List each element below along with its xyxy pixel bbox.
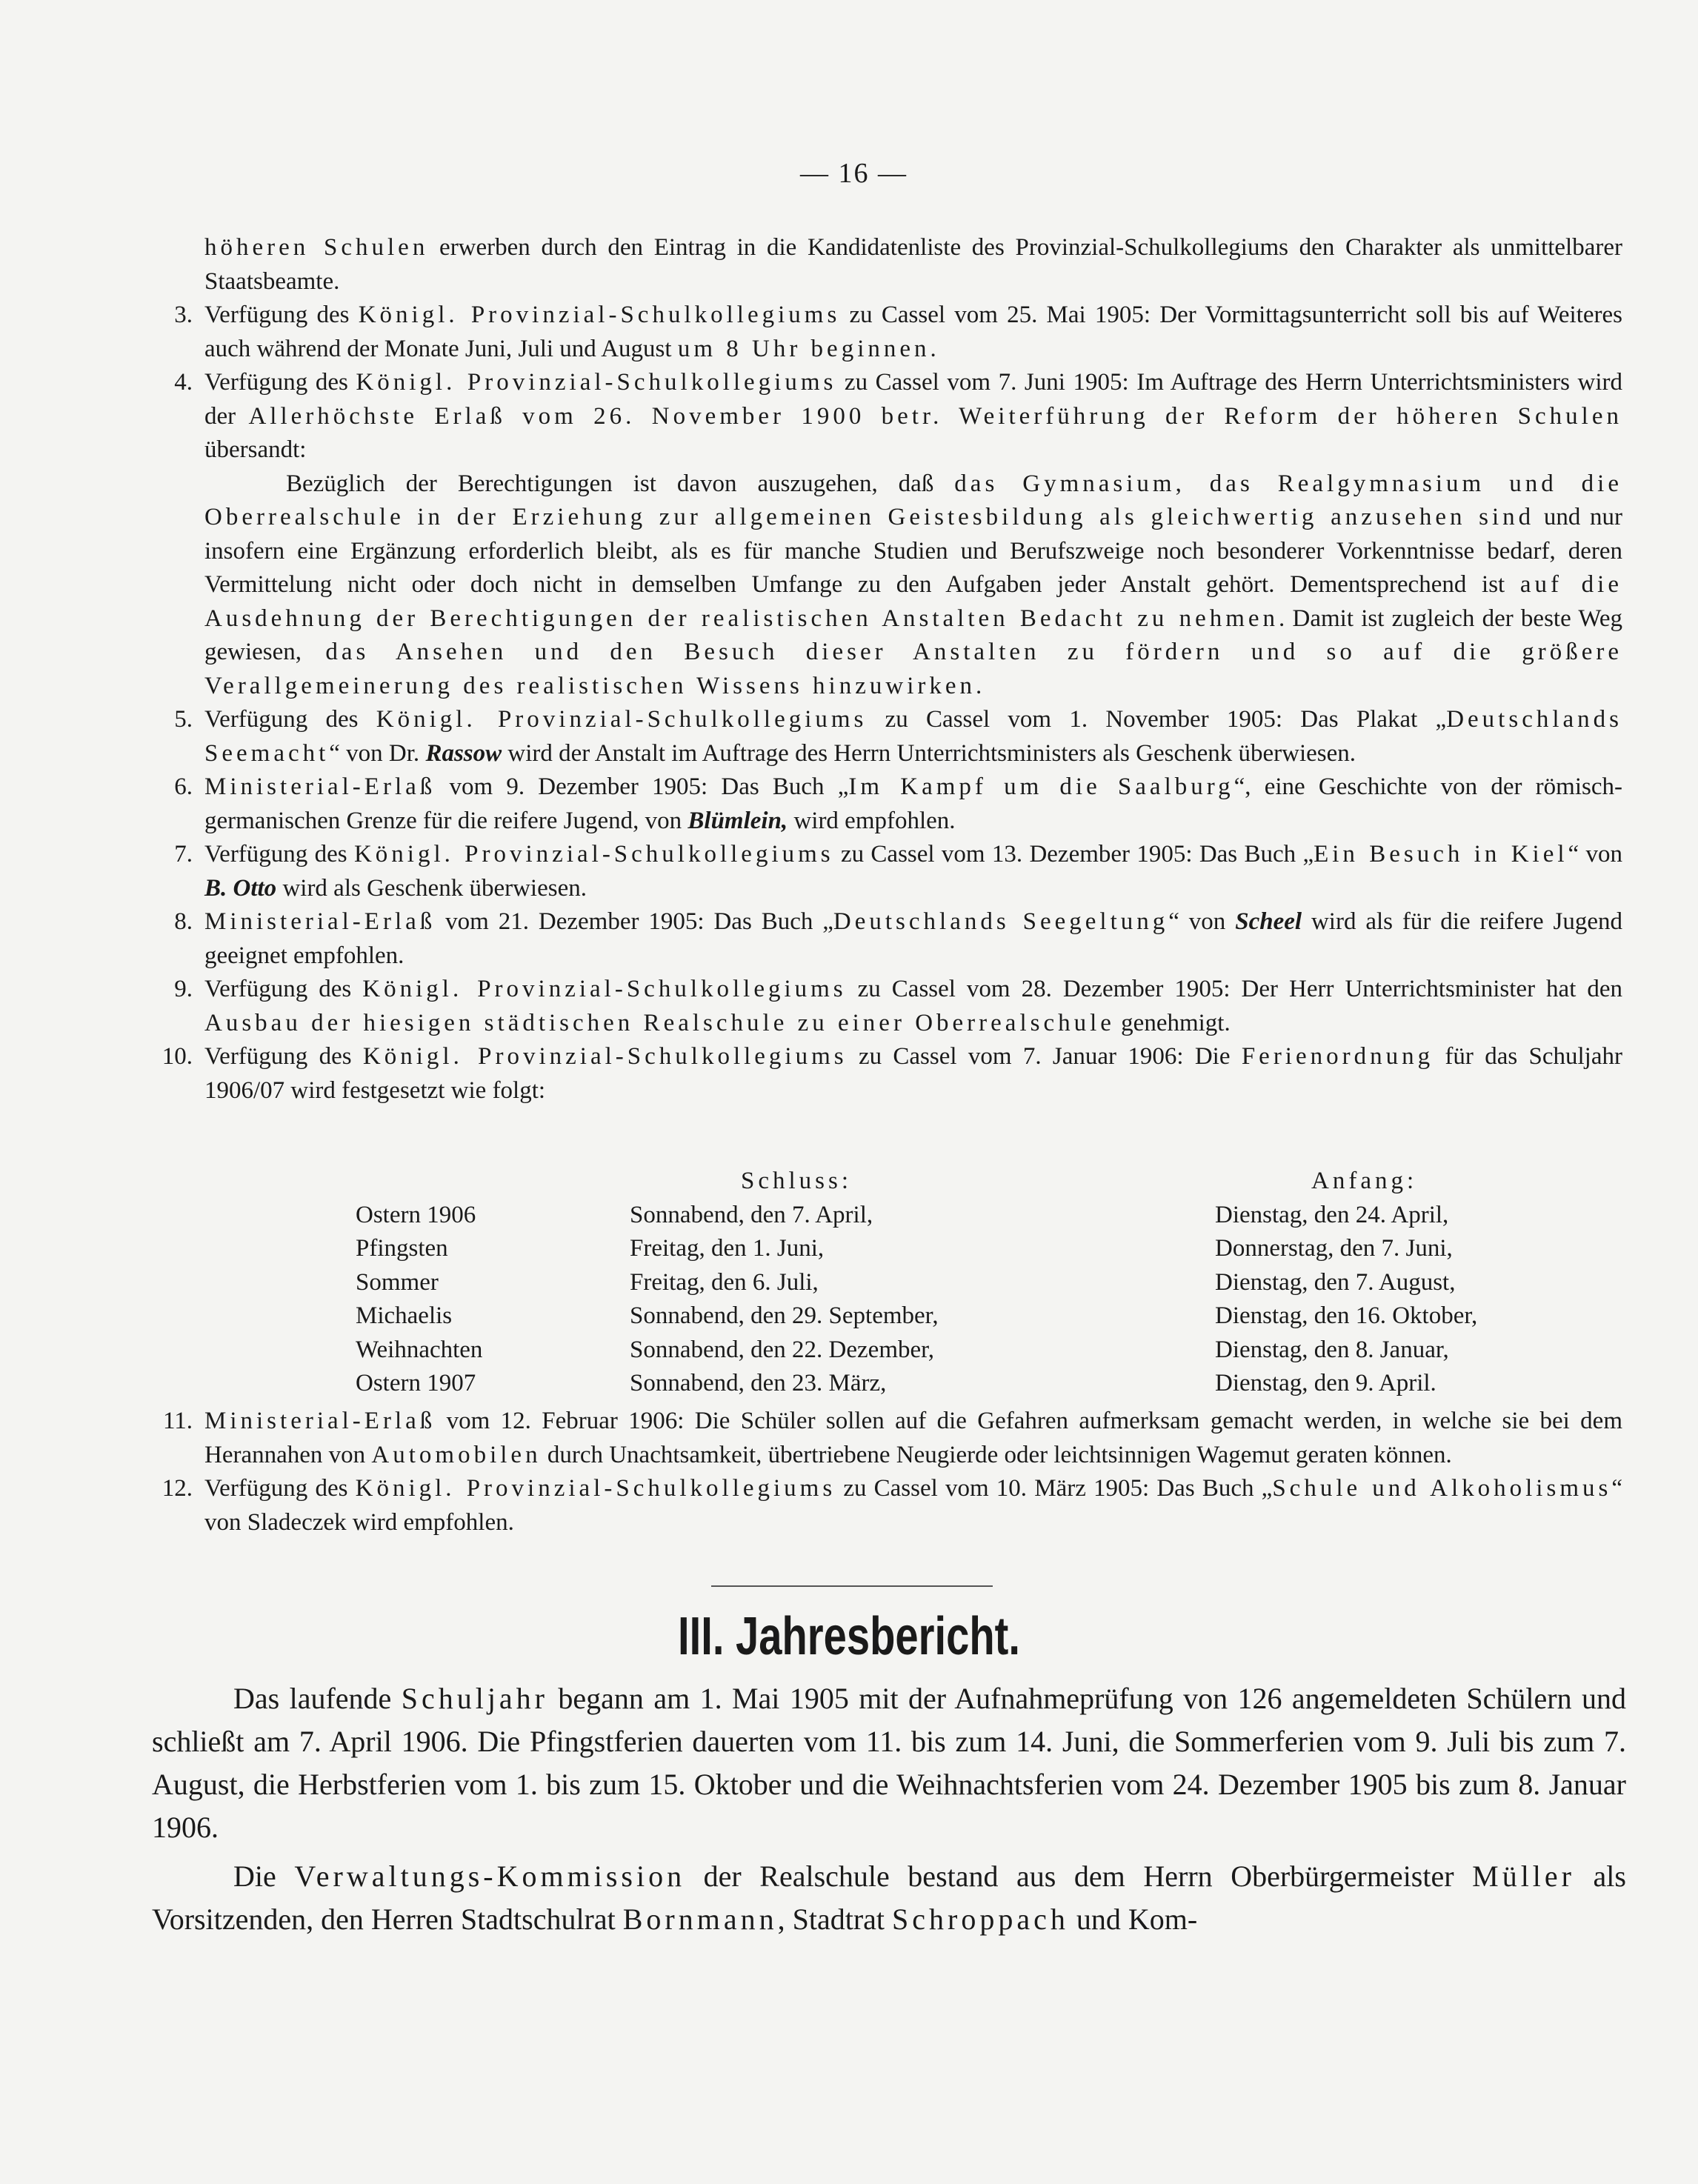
report-paragraph-1: Das laufende Schuljahr begann am 1. Mai 1905 mit der Aufnahmeprüfung von 126 angemeldeten Schülern und schließt am 7. April 1906. Die Pfingstferien dauerten vom 11. bis zum 14. Juni, die Sommerferien vom 9. Juli bis zum 7. August, die Herbstferien vom 1. bis zum 15. Oktober und die Weihnachtsferien vom 24. Dezember 1905 bis zum 8. Januar 1906. bbox=[152, 1682, 1626, 1844]
table-row: Weihnachten Sonnabend, den 22. Dezember, Dienstag, den 8. Januar, bbox=[356, 1336, 1449, 1363]
list-item: 10. Verfügung des Königl. Provinzial-Schulkollegiums zu Cassel vom 7. Januar 1906: Die Ferienordnung für das Schuljahr 1906/07 wird festgesetzt wie folgt: bbox=[162, 1043, 1622, 1104]
list-item: 9. Verfügung des Königl. Provinzial-Schulkollegiums zu Cassel vom 28. Dezember 1905: Der Herr Unterrichtsminister hat den Ausbau der hiesigen städtischen Realschule zu einer Oberrealschule genehmigt. bbox=[174, 976, 1622, 1036]
section-divider bbox=[711, 1585, 993, 1587]
table-row: Sommer Freitag, den 6. Juli, Dienstag, den 7. August, bbox=[356, 1268, 1456, 1296]
list-item: 6. Ministerial-Erlaß vom 9. Dezember 1905: Das Buch „Im Kampf um die Saalburg“, eine Geschichte von der römisch-germanischen Grenze für die reifere Jugend, von Blümlein, wird empfohlen. bbox=[174, 773, 1622, 834]
table-row: Pfingsten Freitag, den 1. Juni, Donnerstag, den 7. Juni, bbox=[356, 1235, 1453, 1262]
table-row: Michaelis Sonnabend, den 29. September, Dienstag, den 16. Oktober, bbox=[356, 1302, 1478, 1329]
section-title: III. Jahresbericht. bbox=[678, 1607, 1020, 1666]
table-header-row bbox=[356, 1168, 1477, 1202]
table-row: Ostern 1907 Sonnabend, den 23. März, Dienstag, den 9. April. bbox=[356, 1370, 1436, 1396]
text-block-bottom bbox=[148, 1405, 1622, 1539]
list-item: 11. Ministerial-Erlaß vom 12. Februar 1906: Die Schüler sollen auf die Gefahren aufmerksam gemacht werden, in welche sie bei dem Herannahen von Automobilen durch Unachtsamkeit, übertriebene Neugierde oder leichtsinnigen Wagemut geraten können. bbox=[162, 1408, 1622, 1468]
table-row: Ostern 1906 Sonnabend, den 7. April, Dienstag, den 24. April, bbox=[356, 1201, 1449, 1228]
page-number: — 16 — bbox=[800, 158, 908, 189]
list-item: 12. Verfügung des Königl. Provinzial-Schulkollegiums zu Cassel vom 10. März 1905: Das Buch „Schule und Alkoholismus“ von Sladeczek wird empfohlen. bbox=[162, 1475, 1622, 1536]
list-item: 7. Verfügung des Königl. Provinzial-Schulkollegiums zu Cassel vom 13. Dezember 1905: Das Buch „Ein Besuch in Kiel“ von B. Otto wird als Geschenk überwiesen. bbox=[174, 841, 1622, 902]
intro-paragraph: höheren Schulen erwerben durch den Eintrag in die Kandidatenliste des Provinzial-Schulkollegiums den Charakter als unmittelbarer Staatsbeamte. bbox=[204, 234, 1622, 295]
header-schluss: Schluss: bbox=[741, 1168, 853, 1194]
list-item: 4. Verfügung des Königl. Provinzial-Schulkollegiums zu Cassel vom 7. Juni 1905: Im Auftrage des Herrn Unterrichtsministers wird der Allerhöchste Erlaß vom 26. November 1900 betr. Weiterführung der Reform der höheren Schulen übersandt: Bezüglich der Berechtigungen ist davon auszugehen, daß das Gymnasium, das Realgymnasium und die Oberrealschule in der Erziehung zur allgemeinen Geistesbildung als gleichwertig anzusehen sind und nur insofern eine Ergänzung erforderlich bleibt, als es für manche Studien und Berufszweige noch besonderer Vorkenntnisse bedarf, deren Vermittelung nicht oder doch nicht in demselben Umfange zu den Aufgaben jeder Anstalt gehört. Dementsprechend ist auf die Ausdehnung der Berechtigungen der realistischen Anstalten Bedacht zu nehmen. Damit ist zugleich der beste Weg gewiesen, das Ansehen und den Besuch dieser Anstalten zu fördern und so auf die größere Verallgemeinerung des realistischen Wissens hinzuwirken. bbox=[148, 366, 1622, 703]
list-item: 3. Verfügung des Königl. Provinzial-Schulkollegiums zu Cassel vom 25. Mai 1905: Der Vormittagsunterricht soll bis auf Weiteres auch während der Monate Juni, Juli und August um 8 Uhr beginnen. bbox=[174, 302, 1622, 362]
report-paragraph-2: Die Verwaltungs-Kommission der Realschule bestand aus dem Herrn Oberbürgermeister Müller als Vorsitzenden, den Herren Stadtschulrat Bornmann, Stadtrat Schroppach und Kom- bbox=[152, 1860, 1626, 1936]
decree-paragraph: Bezüglich der Berechtigungen ist davon auszugehen, daß das Gymnasium, das Realgymnasium und die Oberrealschule in der Erziehung zur allgemeinen Geistesbildung als gleichwertig anzusehen sind und nur insofern eine Ergänzung erforderlich bleibt, als es für manche Studien und Berufszweige noch besonderer Vorkenntnisse bedarf, deren Vermittelung nicht oder doch nicht in demselben Umfange zu den Aufgaben jeder Anstalt gehört. Dementsprechend ist auf die Ausdehnung der Berechtigungen der realistischen Anstalten Bedacht zu nehmen. Damit ist zugleich der beste Weg gewiesen, das Ansehen und den Besuch dieser Anstalten zu fördern und so auf die größere Verallgemeinerung des realistischen Wissens hinzuwirken. bbox=[204, 470, 1623, 699]
report-body bbox=[152, 1677, 1626, 1941]
text-block-top bbox=[148, 231, 1622, 1108]
holiday-schedule-table bbox=[356, 1168, 1477, 1404]
list-item: 5. Verfügung des Königl. Provinzial-Schulkollegiums zu Cassel vom 1. November 1905: Das Plakat „Deutschlands Seemacht“ von Dr. Rassow wird der Anstalt im Auftrage des Herrn Unterrichtsministers als Geschenk überwiesen. bbox=[174, 706, 1622, 767]
header-anfang: Anfang: bbox=[1311, 1168, 1418, 1194]
list-item: 8. Ministerial-Erlaß vom 21. Dezember 1905: Das Buch „Deutschlands Seegeltung“ von Scheel wird als für die reifere Jugend geeignet empfohlen. bbox=[174, 908, 1622, 969]
